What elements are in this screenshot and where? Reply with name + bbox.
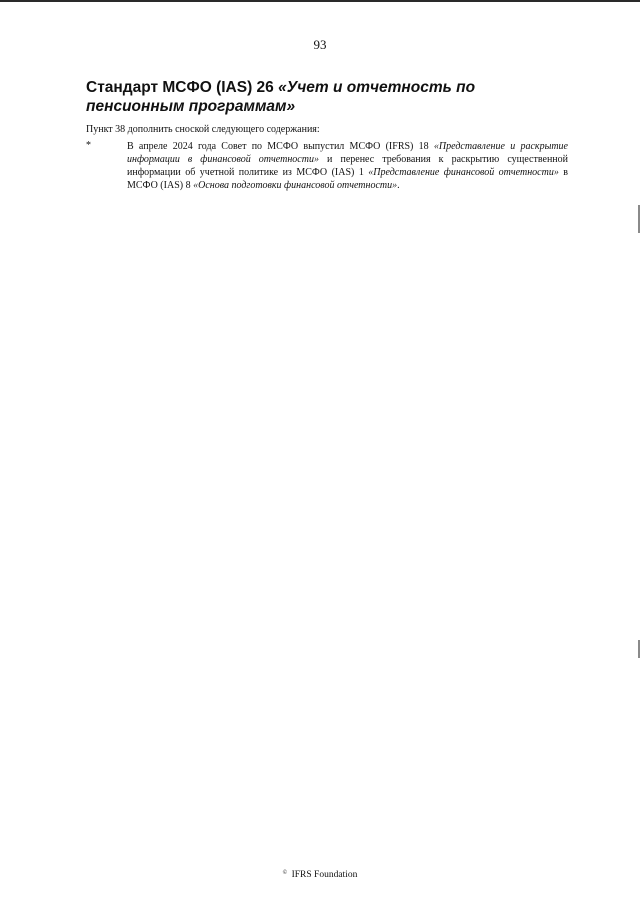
footnote-line	[127, 166, 568, 179]
heading-standard: Стандарт МСФО (IAS) 26	[86, 79, 279, 96]
footnote-text-run: МСФО (IAS) 8	[127, 180, 194, 191]
footnote-italic-run: «Представление и раскрытие	[433, 141, 569, 152]
footnote-line	[127, 140, 568, 153]
footnote-text-run: информации об учетной политике из МСФО (IAS) 1	[127, 167, 369, 178]
footnote-italic-run: «Представление финансовой отчетности»	[368, 167, 559, 178]
copyright-text: IFRS Foundation	[291, 870, 358, 880]
amendment-instruction: Пункт 38 дополнить сноской следующего содержания:	[86, 124, 320, 135]
copyright-footer	[0, 870, 640, 880]
footnote-text-run: в	[558, 167, 569, 178]
footnote-text-run: и перенес требования к раскрытию существенной	[318, 154, 568, 165]
footnote	[86, 140, 568, 192]
section-heading	[86, 78, 556, 116]
footnote-line	[127, 153, 568, 166]
footnote-text-run: .	[397, 180, 400, 191]
heading-title: «Учет и отчетность по пенсионным программам»	[86, 79, 476, 115]
copyright-symbol: ©	[282, 870, 288, 876]
footnote-italic-run: «Основа подготовки финансовой отчетности»	[193, 180, 398, 191]
footnote-marker: *	[86, 140, 91, 151]
footnote-italic-run: информации в финансовой отчетности»	[127, 154, 319, 165]
footnote-text	[127, 140, 568, 192]
top-border-line	[0, 0, 640, 2]
footnote-text-run: В апреле 2024 года Совет по МСФО выпустил МСФО (IFRS) 18	[127, 141, 434, 152]
page-number: 93	[313, 37, 327, 52]
footnote-line	[127, 179, 568, 192]
